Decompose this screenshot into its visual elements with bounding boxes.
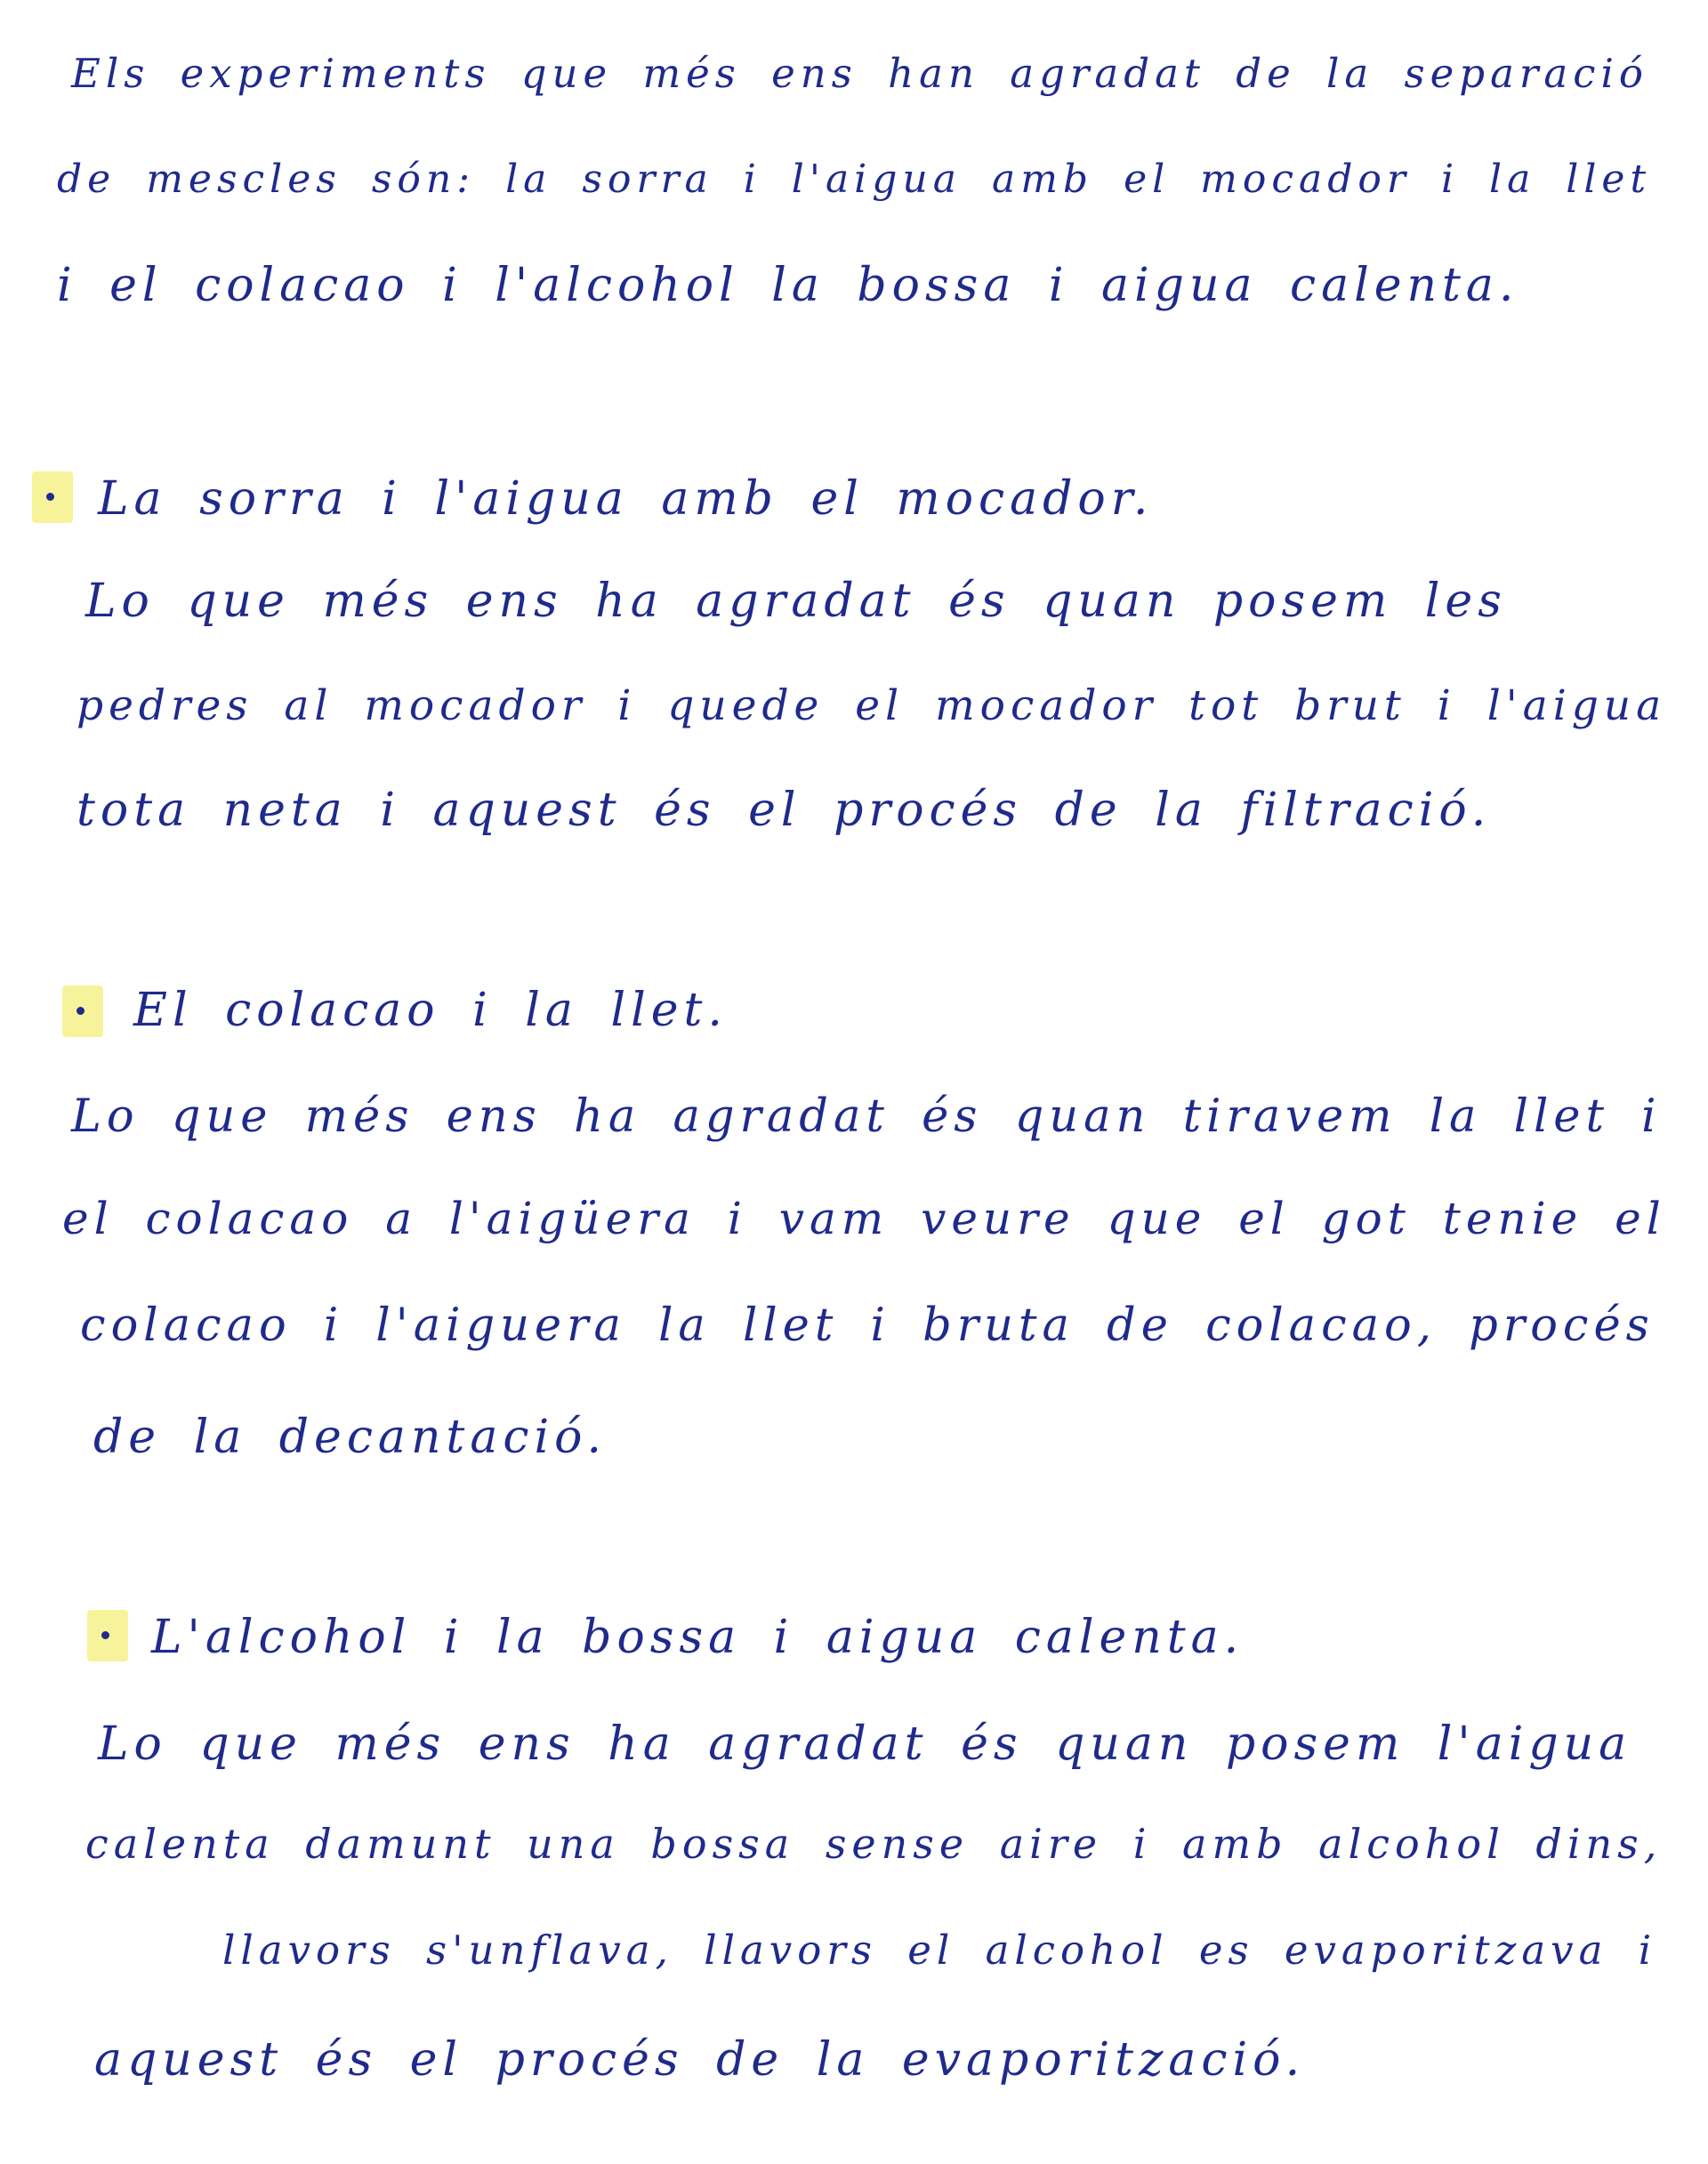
section-3-line-2: calenta damunt una bossa sense aire i amb alcohol dins, <box>85 1820 1663 1868</box>
bullet-highlight-3 <box>87 1610 128 1661</box>
intro-line-1: Els experiments que més ens han agradat de la separació <box>71 50 1648 97</box>
section-2-line-2: el colacao a l'aigüera i vam veure que el got tenie el <box>62 1193 1666 1244</box>
bullet-dot-icon <box>77 1007 85 1015</box>
section-1-line-1: Lo que més ens ha agradat és quan posem les <box>85 575 1507 628</box>
section-2-line-1: Lo que més ens ha agradat és quan tiravem la llet i <box>71 1090 1662 1143</box>
section-1-line-3: tota neta i aquest és el procés de la filtració. <box>77 784 1492 837</box>
intro-line-3: i el colacao i l'alcohol la bossa i aigua calenta. <box>57 259 1519 312</box>
section-3-line-4: aquest és el procés de la evaporització. <box>94 2033 1306 2087</box>
section-2-heading: El colacao i la llet. <box>133 984 728 1037</box>
section-1-heading: La sorra i l'aigua amb el mocador. <box>98 472 1154 526</box>
section-2-line-3: colacao i l'aiguera la llet i bruta de colacao, procés <box>80 1299 1655 1352</box>
intro-line-2: de mescles són: la sorra i l'aigua amb el mocador i la llet <box>57 157 1652 202</box>
bullet-dot-icon <box>101 1631 109 1639</box>
bullet-highlight-2 <box>62 985 103 1037</box>
section-1-line-2: pedres al mocador i quede el mocador tot brut i l'aigua <box>77 681 1667 730</box>
bullet-dot-icon <box>46 493 54 501</box>
section-3-line-3: llavors s'unflava, llavors el alcohol es evaporitzava i <box>222 1927 1657 1974</box>
section-3-heading: L'alcohol i la bossa i aigua calenta. <box>151 1611 1245 1664</box>
bullet-highlight-1 <box>32 471 73 523</box>
section-2-line-4: de la decantació. <box>93 1411 608 1464</box>
section-3-line-1: Lo que més ens ha agradat és quan posem l'aigua <box>98 1718 1632 1771</box>
